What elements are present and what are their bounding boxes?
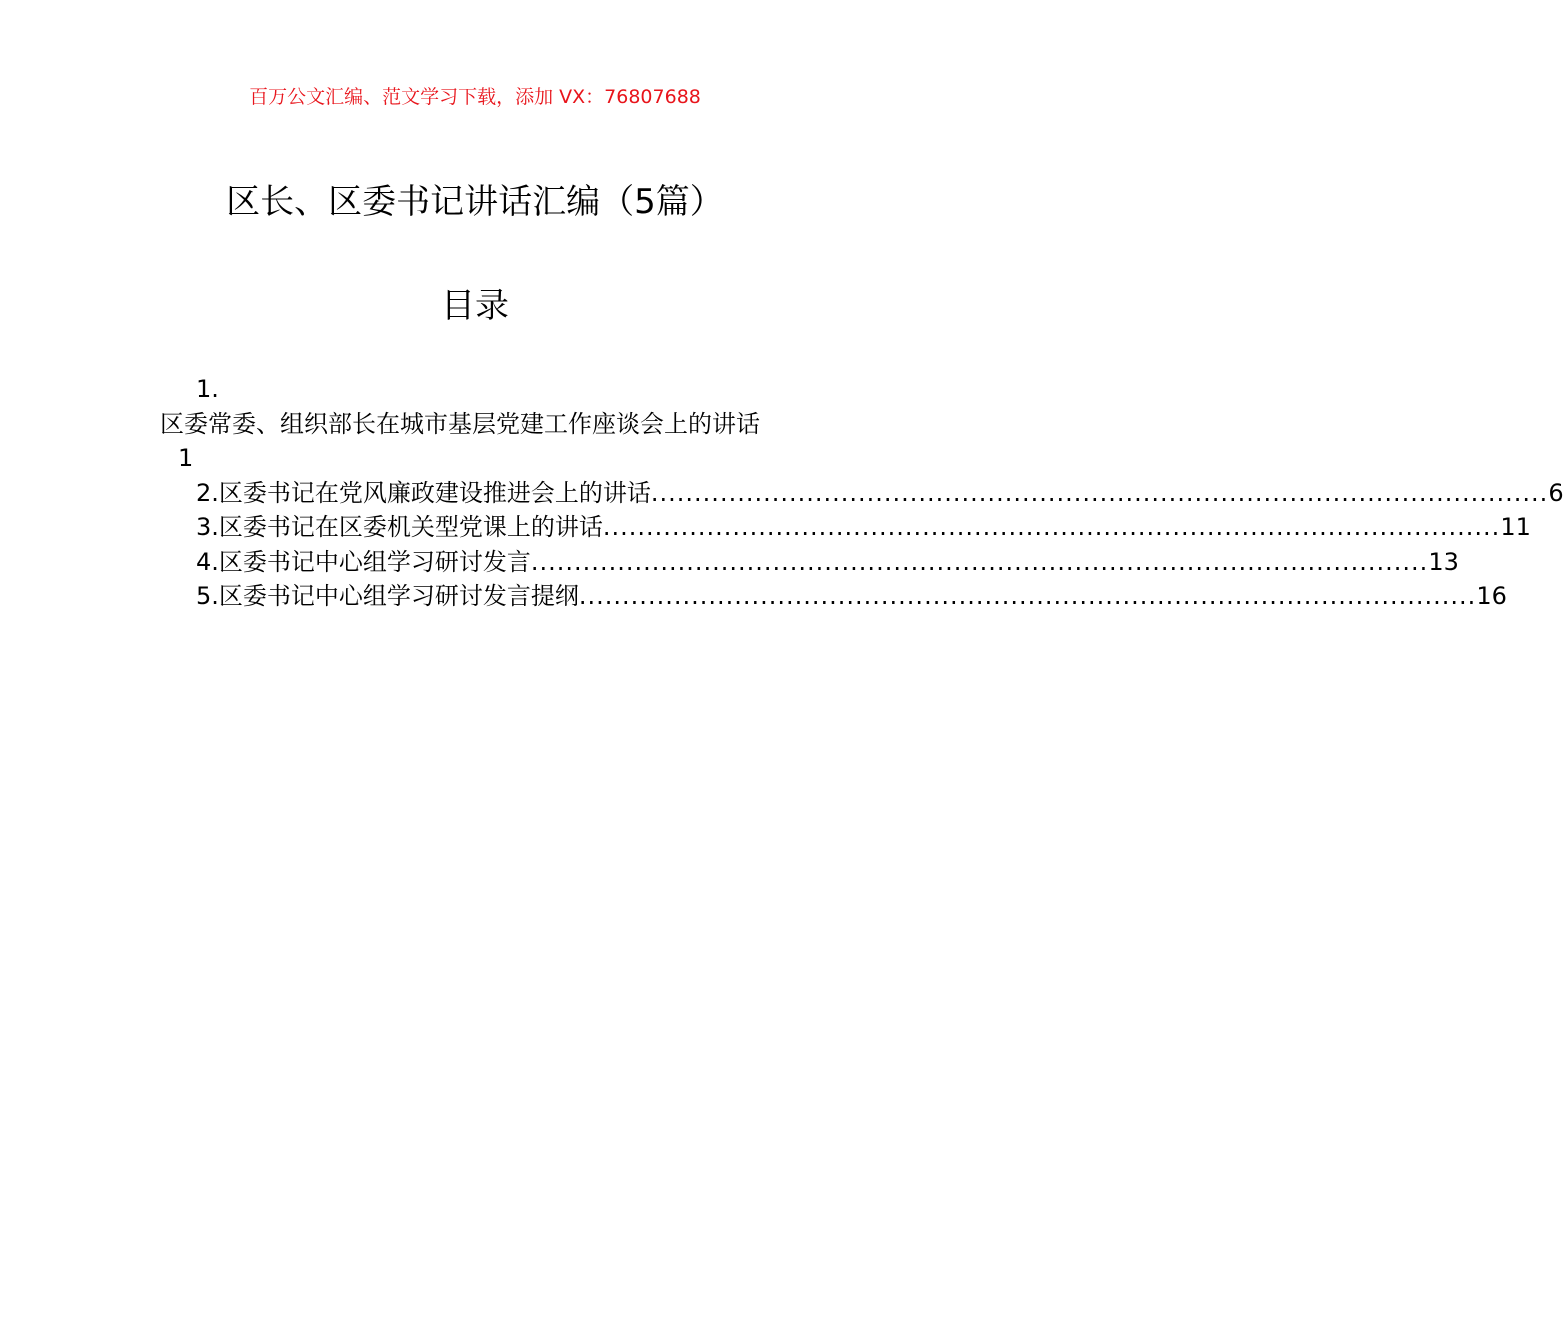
toc-leader-dots: ........................................................................................................	[650, 478, 1549, 507]
watermark-header-note: 百万公文汇编、范文学习下载，添加 VX：76807688	[249, 86, 701, 108]
toc-entry-number: 1.	[196, 375, 219, 403]
toc-entry-title: 4.区委书记中心组学习研讨发言	[196, 547, 531, 576]
toc-entry-title: 2.区委书记在党风廉政建设推进会上的讲话	[196, 478, 651, 507]
toc-entry[interactable]	[160, 510, 1531, 545]
toc-heading: 目录	[441, 286, 509, 326]
toc-leader-dots: ........................................................................................................	[578, 582, 1477, 610]
toc-entry-page: 1	[178, 444, 194, 472]
toc-entry-title: 3.区委书记在区委机关型党课上的讲话	[196, 513, 603, 541]
document-title: 区长、区委书记讲话汇编（5篇）	[226, 182, 724, 222]
toc-entry-title: 区委常委、组织部长在城市基层党建工作座谈会上的讲话	[160, 409, 760, 438]
table-of-contents	[160, 372, 1564, 614]
toc-entry[interactable]	[160, 545, 1459, 580]
toc-entry-1-number	[160, 372, 806, 407]
toc-entry-page: 11	[1500, 513, 1531, 541]
toc-leader-dots: ........................................................................................................	[530, 547, 1429, 576]
toc-entry-title: 5.区委书记中心组学习研讨发言提纲	[196, 582, 579, 610]
toc-entry-page: 13	[1428, 547, 1459, 576]
toc-entry[interactable]	[160, 579, 1507, 614]
toc-entry-1-page	[160, 441, 806, 476]
toc-entry[interactable]	[160, 476, 1564, 511]
toc-entry-1-text	[160, 407, 806, 442]
toc-leader-dots: ........................................................................................................	[602, 513, 1501, 541]
toc-entry-page: 16	[1476, 582, 1507, 610]
toc-entry-page: 6	[1548, 478, 1564, 507]
